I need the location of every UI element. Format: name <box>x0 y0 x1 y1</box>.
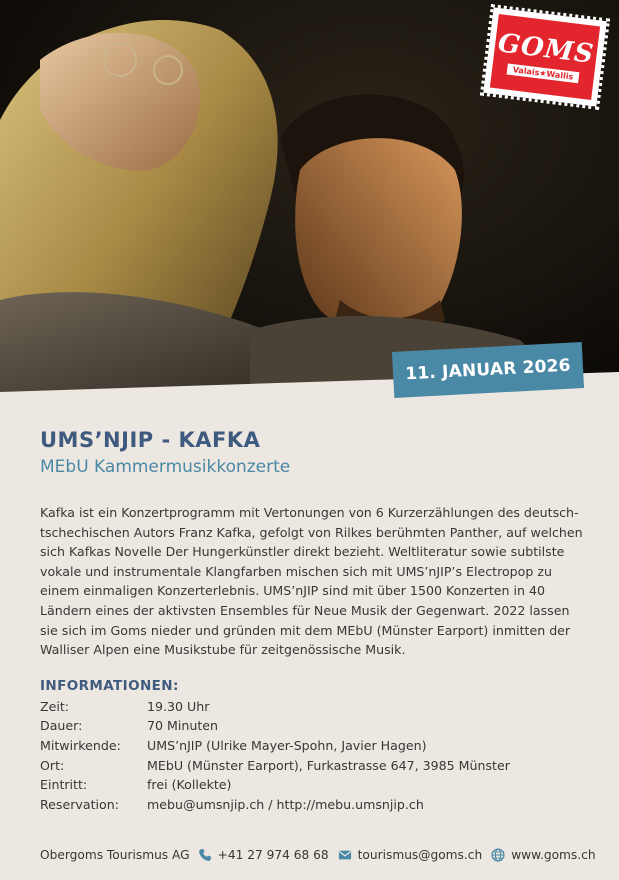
info-key: Ort: <box>40 757 65 773</box>
reservation-contact[interactable]: mebu@umsnjip.ch / http://mebu.umsnjip.ch <box>147 796 424 812</box>
footer <box>40 848 596 862</box>
info-heading: INFORMATIONEN: <box>40 677 179 694</box>
info-row-performers <box>40 736 585 756</box>
logo-tagline: Valais★Wallis <box>506 63 580 83</box>
globe-icon <box>491 848 505 862</box>
logo-wordmark: GOMS <box>496 27 596 70</box>
footer-org: Obergoms Tourismus AG <box>40 848 190 862</box>
goms-logo <box>483 7 607 106</box>
info-value: UMS’nJIP (Ulrike Mayer-Spohn, Javier Hagen) <box>147 737 427 753</box>
date-banner: 11. JANUAR 2026 <box>392 342 584 398</box>
info-key: Dauer: <box>40 718 83 734</box>
info-key: Mitwirkende: <box>40 737 121 753</box>
event-title: UMS’NJIP - KAFKA <box>40 428 261 452</box>
event-subtitle: MEbU Kammermusikkonzerte <box>40 457 291 477</box>
info-row-reservation <box>40 795 585 815</box>
info-table <box>40 697 585 815</box>
footer-email-text: tourismus@goms.ch <box>357 848 483 862</box>
footer-phone-text: +41 27 974 68 68 <box>217 848 329 862</box>
footer-email[interactable] <box>338 848 483 862</box>
info-row-admission <box>40 775 585 795</box>
envelope-icon <box>338 848 352 862</box>
info-value: MEbU (Münster Earport), Furkastrasse 647, 3985 Münster <box>147 757 510 773</box>
info-row-duration <box>40 716 585 736</box>
info-row-time <box>40 697 585 717</box>
info-value: frei (Kollekte) <box>147 777 232 793</box>
info-key: Eintritt: <box>40 777 88 793</box>
info-value: 19.30 Uhr <box>147 698 210 714</box>
info-key: Zeit: <box>40 698 70 714</box>
footer-web-text: www.goms.ch <box>511 848 596 862</box>
info-key: Reservation: <box>40 796 119 812</box>
footer-phone[interactable] <box>198 848 329 862</box>
event-content <box>40 428 585 814</box>
event-description: Kafka ist ein Konzertprogramm mit Vertonungen von 6 Kurzerzählungen des deutsch-tschechischen Autors Franz Kafka, gefolgt von Rilkes berühmten Panther, auf welchen sich Kafkas Novelle Der Hungerkünstler direkt bezieht. Weltliteratur sowie subtilste vokale und instrumentale Klangfarben mischen sich mit UMS’nJIP’s Electropop zu einem einmaligen Konzerterlebnis. UMS’nJIP sind mit über 1500 Konzerten in 40 Ländern eines der aktivsten Ensembles für Neue Musik der Gegenwart. 2022 lassen sie sich im Goms nieder und gründen mit dem MEbU (Münster Earport) inmitten der Walliser Alpen eine Musikstube für zeitgenössische Musik. <box>40 505 583 658</box>
footer-web[interactable] <box>491 848 595 862</box>
phone-icon <box>198 848 212 862</box>
info-value: 70 Minuten <box>147 718 219 734</box>
info-row-location <box>40 756 585 776</box>
